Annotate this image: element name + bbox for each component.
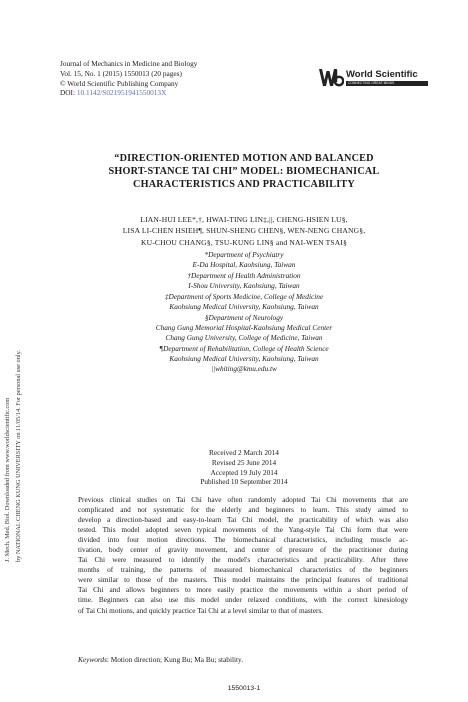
abstract-line: Previous clinical studies on Tai Chi have often randomly adopted Tai Chi movements that are	[78, 495, 408, 504]
affiliation-line: Chang Gung University, College of Medicine, Taiwan	[165, 333, 323, 342]
title-line: CHARACTERISTICS AND PRACTICABILITY	[133, 179, 355, 190]
abstract-line: tested. This model adopted seven typical movements of the Yang-style Tai Chi form that were	[78, 525, 408, 535]
affiliation-rehabilitation	[60, 344, 428, 374]
abstract	[78, 495, 408, 616]
author-line: LISA LI-CHEN HSIEH¶, SHUN-SHENG CHEN§, WEN-NENG CHANG§,	[122, 226, 366, 236]
abstract-line: time. Beginners can also use this model under relaxed conditions, with the correct kinesiology	[78, 595, 408, 605]
paper-title	[60, 152, 428, 191]
affiliation-line: §Department of Neurology	[204, 313, 284, 322]
world-scientific-icon	[318, 66, 344, 90]
affiliation-line: †Department of Health Administration	[187, 271, 301, 280]
abstract-line: develop a direction-based and easy-to-learn Tai Chi model, the practicability of which was also	[78, 515, 408, 525]
affiliation-list	[60, 250, 428, 375]
affiliation-line: I-Shou University, Kaohsiung, Taiwan	[188, 281, 300, 290]
affiliation-line: E-Da Hospital, Kaohsiung, Taiwan	[192, 260, 296, 269]
download-notice	[3, 232, 25, 562]
affiliation-line: *Department of Psychiatry	[204, 250, 284, 259]
abstract-line: Tai Chi were measured to identify the model's characteristics and practicability. After three	[78, 555, 408, 565]
abstract-line: tivation, body center of gravity movement, and center of pressure of the practitioner during	[78, 545, 408, 555]
abstract-line: Tai Chi and allows beginners to more easily practice the movements within a short period of	[78, 585, 408, 595]
download-notice-line-2: by NATIONAL CHENG KUNG UNIVERSITY on 11/05/14. For personal use only.	[15, 350, 22, 562]
title-line: “DIRECTION-ORIENTED MOTION AND BALANCED	[114, 153, 374, 164]
publication-dates	[60, 448, 428, 487]
affiliation-neurology	[60, 313, 428, 343]
title-line: SHORT-STANCE TAI CHI” MODEL: BIOMECHANICAL	[108, 166, 380, 177]
doi-label: DOI:	[60, 88, 75, 98]
contact-email[interactable]: ||whiting@kmu.edu.tw	[211, 364, 277, 373]
volume-info: Vol. 15, No. 1 (2015) 1550013 (20 pages)	[60, 68, 182, 78]
publisher-name: World Scientific	[346, 69, 418, 80]
keywords-text: : Motion direction; Kung Bu; Ma Bu; stability.	[106, 655, 244, 664]
publisher-tagline: CONNECTING GREAT MINDS	[346, 81, 428, 86]
doi-line	[60, 88, 197, 98]
author-line: LIAN-HUI LEE*,†, HWAI-TING LIN‡,||, CHENG-HSIEN LU§,	[140, 215, 348, 224]
abstract-line: months of training, the patterns of measured biomechanical characteristics of the beginners	[78, 565, 408, 575]
affiliation-line: ¶Department of Rehabilitation, College of Health Science	[159, 344, 329, 353]
affiliation-sports-medicine	[60, 292, 428, 312]
affiliation-line: ‡Department of Sports Medicine, College of Medicine	[164, 292, 324, 301]
affiliation-line: Kaohsiung Medical University, Kaohsiung, Taiwan	[169, 302, 319, 311]
affiliation-line: Kaohsiung Medical University, Kaohsiung, Taiwan	[169, 354, 319, 363]
download-notice-line-1: J. Mech. Med. Biol. Downloaded from www.worldscientific.com	[4, 397, 11, 562]
affiliation-line: Chang Gung Memorial Hospital-Kaohsiung Medical Center	[155, 323, 333, 332]
affiliation-psychiatry	[60, 250, 428, 270]
publisher-logo	[318, 66, 428, 90]
date-received: Received 2 March 2014	[209, 448, 279, 457]
author-line: KU-CHOU CHANG§, TSU-KUNG LIN§ and NAI-WEN TSAI§	[140, 237, 348, 247]
date-revised: Revised 25 June 2014	[211, 457, 277, 467]
abstract-line: of Tai Chi motions, and quickly practice Tai Chi at a level similar to that of masters.	[78, 605, 324, 615]
author-list	[60, 214, 428, 248]
doi-link[interactable]: 10.1142/S021951941550013X	[76, 88, 167, 98]
copyright-notice: © World Scientific Publishing Company	[60, 78, 179, 88]
keywords-label: Keywords	[78, 655, 107, 664]
affiliation-health-admin	[60, 271, 428, 291]
journal-name: Journal of Mechanics in Medicine and Biology	[60, 59, 198, 68]
abstract-line: complicated and not systematic for the elderly and beginners to learn. This study aimed to	[78, 505, 408, 515]
abstract-line: divided into four motion directions. The biomechanical characteristics, including muscle ac-	[78, 535, 408, 545]
date-accepted: Accepted 19 July 2014	[210, 467, 278, 477]
journal-info	[60, 59, 197, 98]
keywords	[78, 655, 408, 665]
abstract-line: were similar to those of the masters. This model maintains the principal features of traditional	[78, 575, 408, 585]
page-number: 1550013-1	[227, 685, 261, 692]
date-published: Published 10 September 2014	[200, 477, 288, 487]
